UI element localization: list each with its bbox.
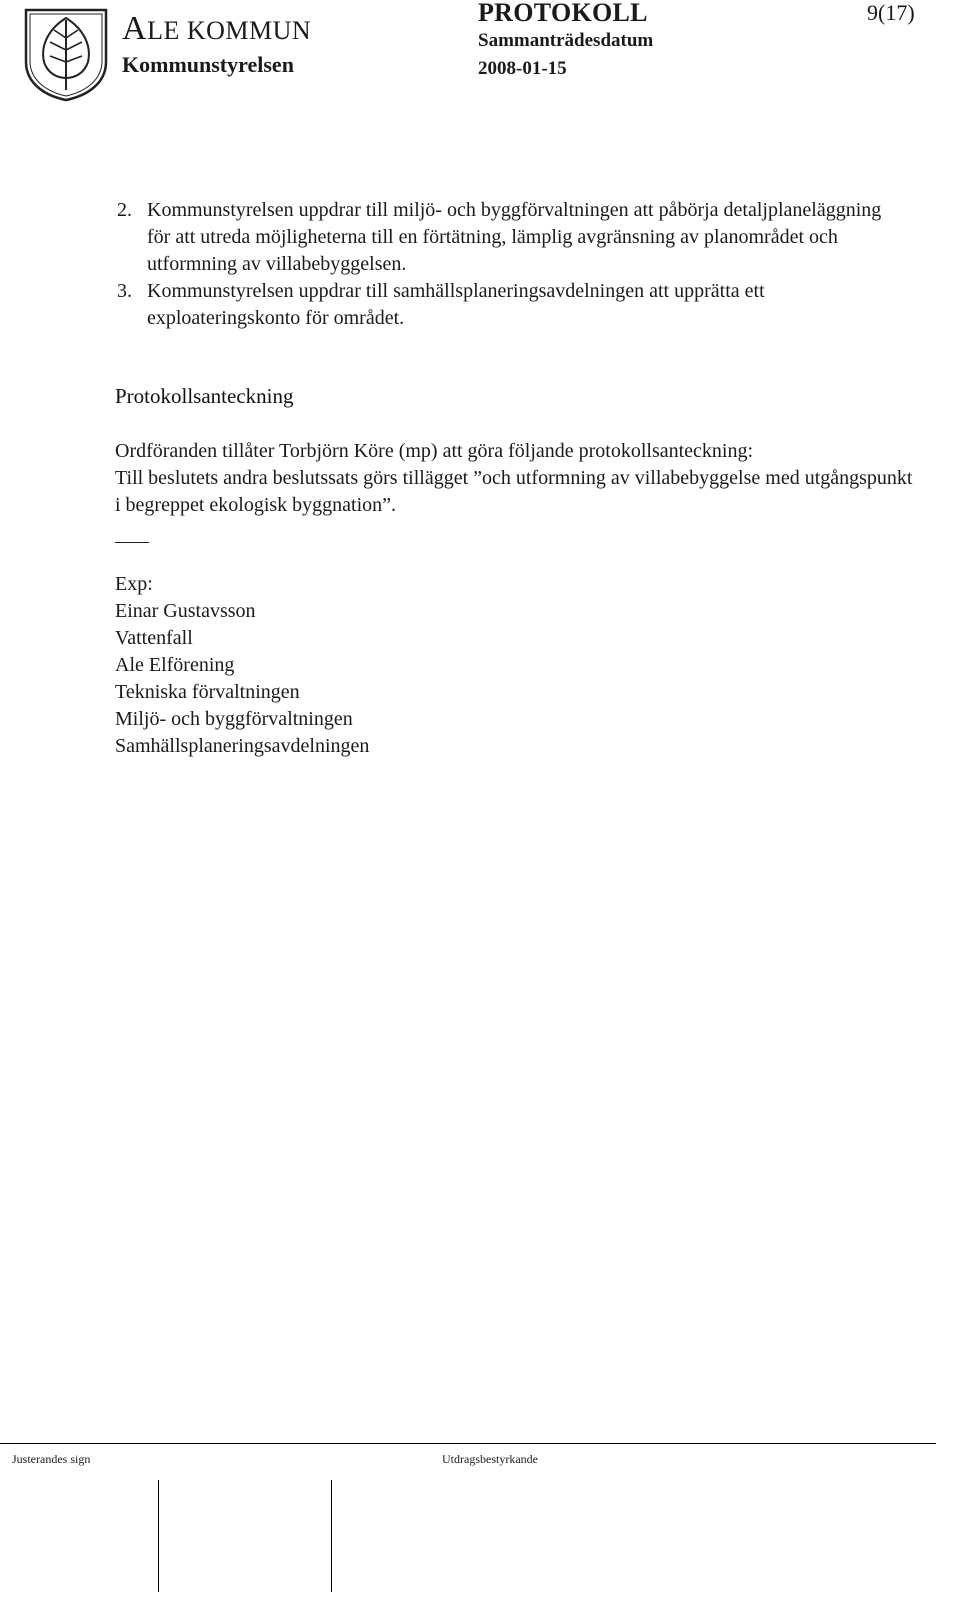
section-divider bbox=[115, 542, 149, 543]
distribution-label: Exp: bbox=[115, 573, 153, 595]
org-name: ALE KOMMUN bbox=[122, 10, 312, 47]
note-paragraph bbox=[115, 438, 915, 519]
signature-label: Justerandes sign bbox=[12, 1452, 91, 1466]
list-item: Samhällsplaneringsavdelningen bbox=[115, 735, 370, 757]
list-item: Tekniska förvaltningen bbox=[115, 681, 300, 703]
decision-text: Kommunstyrelsen uppdrar till samhällsplaneringsavdelningen att upprätta ett exploateringskonto för området. bbox=[147, 280, 765, 329]
signature-box-divider bbox=[158, 1480, 159, 1592]
document-title: PROTOKOLL bbox=[478, 0, 648, 27]
decision-text: Kommunstyrelsen uppdrar till miljö- och byggförvaltningen att påbörja detaljplaneläggning för att utreda möjligheterna till en förtätning, lämplig avgränsning av planområdet och utformning av villabebyggelsen. bbox=[147, 199, 882, 275]
note-line: Ordföranden tillåter Torbjörn Köre (mp) att göra följande protokollsanteckning: bbox=[115, 440, 754, 462]
list-item: Miljö- och byggförvaltningen bbox=[115, 708, 353, 730]
leaf-shield-logo bbox=[20, 4, 112, 102]
distribution-list bbox=[115, 571, 715, 760]
list-item: Vattenfall bbox=[115, 627, 193, 649]
meeting-date-label: Sammanträdesdatum bbox=[478, 30, 654, 51]
org-subtitle: Kommunstyrelsen bbox=[122, 52, 294, 77]
footer-divider bbox=[0, 1443, 936, 1444]
list-item: Ale Elförening bbox=[115, 654, 235, 676]
section-heading: Protokollsanteckning bbox=[115, 384, 294, 408]
decision-number: 3. bbox=[117, 280, 132, 302]
list-item: Einar Gustavsson bbox=[115, 600, 256, 622]
meeting-date: 2008-01-15 bbox=[478, 58, 567, 79]
signature-box-divider bbox=[331, 1480, 332, 1592]
decision-item bbox=[117, 197, 907, 278]
decision-item bbox=[117, 278, 907, 332]
page-number: 9(17) bbox=[867, 0, 915, 25]
decision-number: 2. bbox=[117, 199, 132, 221]
certification-label: Utdragsbestyrkande bbox=[442, 1452, 538, 1466]
note-line: Till beslutets andra beslutssats görs tillägget ”och utformning av villabebyggelse med utgångspunkt i begreppet ekologisk byggnation”. bbox=[115, 467, 913, 516]
